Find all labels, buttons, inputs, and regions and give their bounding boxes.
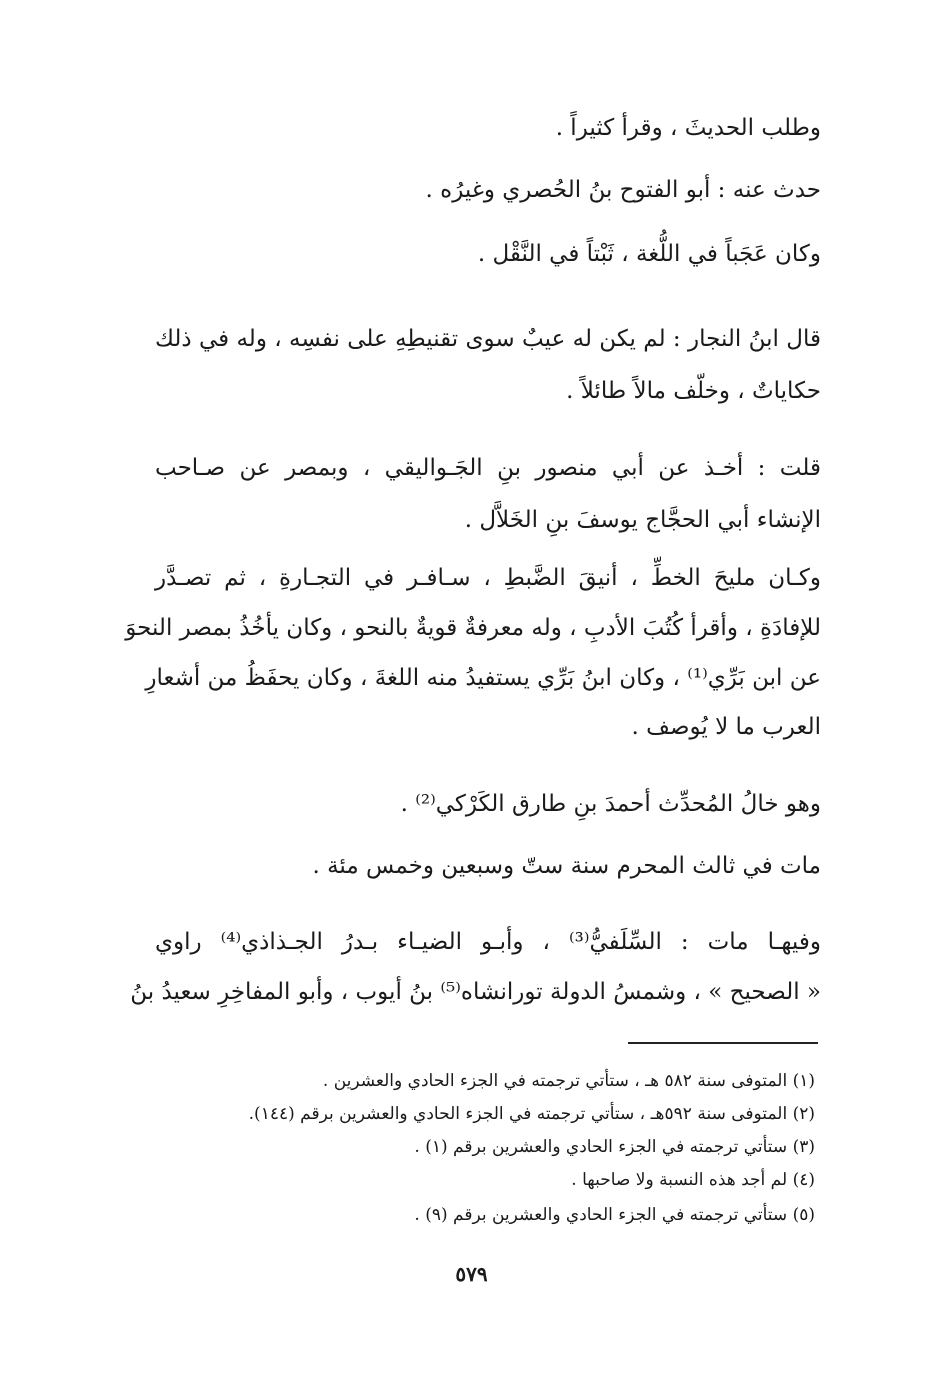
body-line: حكاياتٌ ، وخلّف مالاً طائلاً .: [566, 378, 821, 404]
body-line: وهو خالُ المُحدِّث أحمدَ بنِ طارق الكَرْكي⁽²⁾ .: [400, 791, 821, 817]
body-line: قلت : أخـذ عن أبي منصور بنِ الجَـواليقي ، وبمصر عن صـاحب: [155, 455, 821, 481]
body-line: حدث عنه : أبو الفتوح بنُ الحُصري وغيرُه .: [425, 177, 821, 203]
footnote: (٣) ستأتي ترجمته في الجزء الحادي والعشرين برقم (١) .: [414, 1137, 815, 1157]
page-number: ٥٧٩: [455, 1262, 488, 1286]
footnote: (٢) المتوفى سنة ٥٩٢هـ ، ستأتي ترجمته في الجزء الحادي والعشرين برقم (١٤٤).: [248, 1104, 815, 1124]
footnote: (٥) ستأتي ترجمته في الجزء الحادي والعشرين برقم (٩) .: [414, 1205, 815, 1225]
footnote: (١) المتوفى سنة ٥٨٢ هـ ، ستأتي ترجمته في الجزء الحادي والعشرين .: [322, 1071, 815, 1091]
body-line: الإنشاء أبي الحجَّاج يوسفَ بنِ الخَلاَّل .: [464, 507, 821, 533]
body-line: وكان عَجَباً في اللُّغة ، ثَبْتاً في النَّقْل .: [477, 241, 821, 267]
body-line: قال ابنُ النجار : لم يكن له عيبٌ سوى تقنيطِهِ على نفسِه ، وله في ذلك: [155, 326, 821, 352]
body-line: مات في ثالث المحرم سنة ستّ وسبعين وخمس مئة .: [312, 853, 821, 879]
body-line: وطلب الحديثَ ، وقرأ كثيراً .: [555, 115, 821, 141]
body-line: « الصحيح » ، وشمسُ الدولة تورانشاه⁽⁵⁾ بنُ أيوب ، وأبو المفاخِرِ سعيدُ بنُ: [130, 979, 821, 1005]
body-line: للإفادَةِ ، وأقرأ كُتُبَ الأدبِ ، وله معرفةٌ قويةٌ بالنحو ، وكان يأخُذُ بمصر النحوَ: [125, 615, 821, 641]
body-line: وفيهـا مات : السِّلَفيُّ⁽³⁾ ، وأبـو الضيـاء بـدرُ الجـذاذي⁽⁴⁾ راوي: [155, 929, 821, 955]
body-line: وكـان مليحَ الخطِّ ، أنيقَ الضَّبطِ ، سـافـر في التجـارةِ ، ثم تصـدَّر: [155, 565, 821, 591]
footnote-divider: [628, 1042, 818, 1044]
body-line: عن ابن بَرِّي⁽¹⁾ ، وكان ابنُ بَرِّي يستفيدُ منه اللغةَ ، وكان يحفَظُ من أشعارِ: [145, 665, 821, 691]
footnote: (٤) لم أجد هذه النسبة ولا صاحبها .: [571, 1170, 815, 1190]
body-line: العرب ما لا يُوصف .: [631, 714, 821, 740]
